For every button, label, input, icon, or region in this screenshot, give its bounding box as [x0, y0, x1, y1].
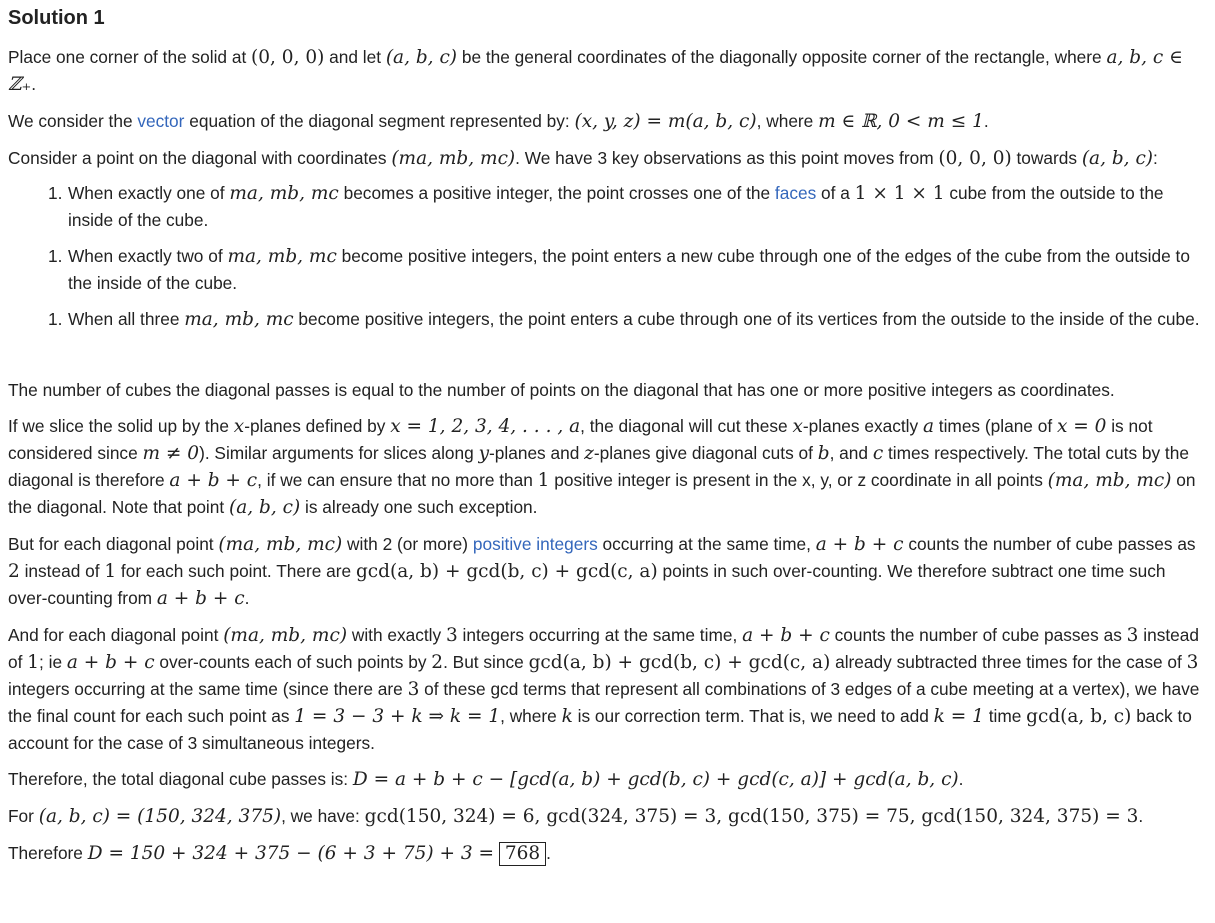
- faces-link[interactable]: faces: [774, 183, 817, 203]
- paragraph-setup: Place one corner of the solid at (0, 0, 0) and let (a, b, c) be the general coordinates of the diagonally opposite corner of the rectangle, where a, b, c ∈ ℤ₊.: [8, 47, 1183, 95]
- paragraph-observations-intro: Consider a point on the diagonal with coordinates (ma, mb, mc). We have 3 key observations as this point moves from (0, 0, 0) towards (a, b, c):: [8, 148, 1158, 169]
- paragraph-values: For (a, b, c) = (150, 324, 375), we have: gcd(150, 324) = 6, gcd(324, 375) = 3, gcd(150, 375) = 75, gcd(150, 324, 375) = 3.: [8, 806, 1144, 827]
- paragraph-correction: And for each diagonal point (ma, mb, mc) with exactly 3 integers occurring at the same time, a + b + c counts the number of cube passes as 3 instead of 1; ie a + b + c over-counts each of such points by 2. But since gcd(a, b) + gcd(b, c) + gcd(c, a) already subtracted three times for the case of 3 integers occurring at the same time (since there are 3 of these gcd terms that represent all combinations of 3 edges of a cube meeting at a vertex), we have the final count for each such point as 1 = 3 − 3 + k ⇒ k = 1, where k is our correction term. That is, we need to add k = 1 time gcd(a, b, c) back to account for the case of 3 simultaneous integers.: [8, 625, 1200, 753]
- positive-integers-link[interactable]: positive integers: [472, 534, 598, 554]
- math-final-formula: D = a + b + c − [gcd(a, b) + gcd(b, c) + gcd(c, a)] + gcd(a, b, c): [352, 769, 959, 790]
- paragraph-answer: Therefore D = 150 + 324 + 375 − (6 + 3 + 75) + 3 = 768 .: [8, 843, 551, 864]
- list-item: 1. When exactly two of ma, mb, mc become positive integers, the point enters a new cube through one of the edges of the cube from the outside to the inside of the cube.: [48, 246, 1190, 293]
- paragraph-formula: Therefore, the total diagonal cube passes is: D = a + b + c − [gcd(a, b) + gcd(b, c) + gcd(c, a)] + gcd(a, b, c).: [8, 769, 964, 790]
- vector-link[interactable]: vector: [137, 111, 185, 131]
- paragraph-slices: If we slice the solid up by the x-planes defined by x = 1, 2, 3, 4, . . . , a, the diagonal will cut these x-planes exactly a times (plane of x = 0 is not considered since m ≠ 0). Similar arguments for slices along y-planes and z-planes give diagonal cuts of b, and c times respectively. The total cuts by the diagonal is therefore a + b + c, if we can ensure that no more than 1 positive integer is present in the x, y, or z coordinate in all points (ma, mb, mc) on the diagonal. Note that point (a, b, c) is already one such exception.: [8, 416, 1196, 518]
- math-m-range: m ∈ ℝ, 0 < m ≤ 1: [818, 111, 984, 132]
- math-corner: (a, b, c): [385, 47, 458, 68]
- list-item: 1. When all three ma, mb, mc become positive integers, the point enters a cube through one of its vertices from the outside to the inside of the cube.: [48, 309, 1200, 330]
- math-vector-eq: (x, y, z) = m(a, b, c): [574, 111, 757, 132]
- list-item: 1. When exactly one of ma, mb, mc becomes a positive integer, the point crosses one of the faces of a 1 × 1 × 1 cube from the outside to the inside of the cube.: [48, 183, 1164, 230]
- paragraph-overcount: But for each diagonal point (ma, mb, mc) with 2 (or more) positive integers occurring at the same time, a + b + c counts the number of cube passes as 2 instead of 1 for each such point. There are gcd(a, b) + gcd(b, c) + gcd(c, a) points in such over-counting. We therefore subtract one time such over-counting from a + b + c.: [8, 534, 1196, 609]
- math-origin: (0, 0, 0): [251, 47, 325, 68]
- paragraph-count: The number of cubes the diagonal passes is equal to the number of points on the diagonal that has one or more positive integers as coordinates.: [8, 380, 1115, 400]
- math-domain: a, b, c ∈ ℤ₊: [8, 47, 1183, 95]
- observations-list: [8, 180, 1207, 333]
- answer-box: 768: [499, 842, 546, 866]
- solution-heading: Solution 1: [8, 7, 105, 29]
- paragraph-vector: We consider the vector equation of the diagonal segment represented by: (x, y, z) = m(a, b, c), where m ∈ ℝ, 0 < m ≤ 1.: [8, 111, 989, 132]
